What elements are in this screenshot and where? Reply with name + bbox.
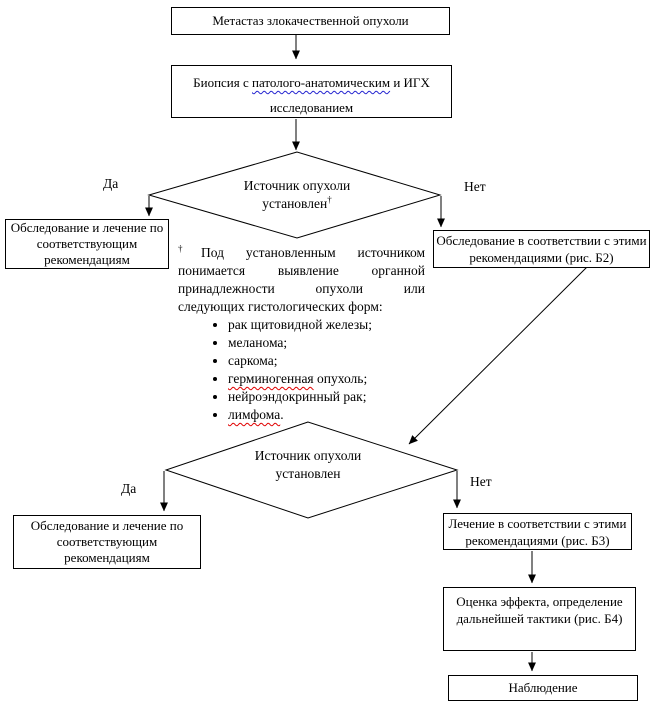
- node-eval-b4: [443, 587, 636, 651]
- node-biopsy-line2: исследованием: [269, 100, 354, 115]
- footnote-intro-line4: следующих гистологических форм:: [178, 299, 383, 314]
- decision1-yes-label: Да: [103, 176, 119, 191]
- node-treat-b3: [443, 513, 632, 550]
- node-exam-b2-line2: рекомендациями (рис. Б2): [469, 250, 614, 265]
- footnote-intro-line1: †Под установленным источником: [178, 243, 426, 260]
- node-exam-treat-2-line1: Обследование и лечение по: [30, 518, 184, 533]
- node-observation: [448, 675, 638, 701]
- footnote-bullet: • лимфома.: [228, 406, 425, 424]
- dagger-superscript: †: [327, 194, 332, 204]
- footnote-bullet: • герминогенная опухоль;: [228, 370, 425, 388]
- decision2-yes-label: Да: [121, 481, 137, 496]
- node-exam-b2: [433, 230, 650, 268]
- node-biopsy-grammar-word: патолого-анатомическим: [252, 75, 391, 90]
- node-exam-b2-line1: Обследование в соответствии с этими: [436, 233, 647, 248]
- node-treat-b3-line2: рекомендациями (рис. Б3): [465, 532, 610, 548]
- node-exam-treat-1: [5, 219, 169, 269]
- footnote-bullet: • саркома;: [228, 352, 425, 370]
- node-metastasis: [171, 7, 450, 35]
- footnote-bullet: • нейроэндокринный рак;: [228, 388, 425, 406]
- footnote-intro-line2: понимается выявление органной: [178, 263, 425, 278]
- node-biopsy-part1: Биопсия с: [193, 75, 249, 90]
- node-treat-b3-line1: Лечение в соответствии с этими: [448, 515, 627, 531]
- decision2-line2: установлен: [275, 465, 341, 481]
- footnote-bullet: • рак щитовидной железы;: [228, 316, 425, 334]
- node-biopsy: [171, 65, 452, 118]
- decision1-line2: установлен†: [262, 194, 332, 211]
- decision2-no-label: Нет: [470, 474, 492, 489]
- footnote-bullet-list: [178, 316, 425, 424]
- dagger-superscript: †: [178, 243, 202, 254]
- decision1-line1: Источник опухоли: [243, 178, 351, 193]
- footnote-intro-line3: принадлежности опухоли или: [178, 281, 425, 296]
- node-exam-treat-1-line3: рекомендациям: [44, 252, 130, 267]
- node-observation-text: Наблюдение: [508, 680, 578, 695]
- node-metastasis-text: Метастаз злокачественной опухоли: [212, 13, 409, 28]
- decision1-text: [197, 177, 397, 212]
- node-exam-treat-2: [13, 515, 201, 569]
- decision2-line1: Источник опухоли: [254, 448, 362, 463]
- node-exam-treat-1-line2: соответствующим: [36, 236, 138, 251]
- node-exam-treat-2-line3: рекомендациям: [64, 550, 150, 565]
- node-eval-b4-line2: дальнейшей тактики (рис. Б4): [456, 611, 623, 626]
- node-exam-treat-2-line2: соответствующим: [56, 534, 158, 549]
- decision2-text: [208, 447, 408, 482]
- arrow-b2-to-decision2: [409, 266, 588, 444]
- decision1-no-label: Нет: [464, 179, 486, 194]
- footnote-bullet: • меланома;: [228, 334, 425, 352]
- node-biopsy-line1: [193, 70, 430, 95]
- node-exam-treat-1-line1: Обследование и лечение по: [10, 220, 164, 235]
- footnote: [178, 244, 425, 424]
- node-biopsy-part2: и ИГХ: [393, 75, 430, 90]
- node-eval-b4-line1: Оценка эффекта, определение: [456, 594, 623, 609]
